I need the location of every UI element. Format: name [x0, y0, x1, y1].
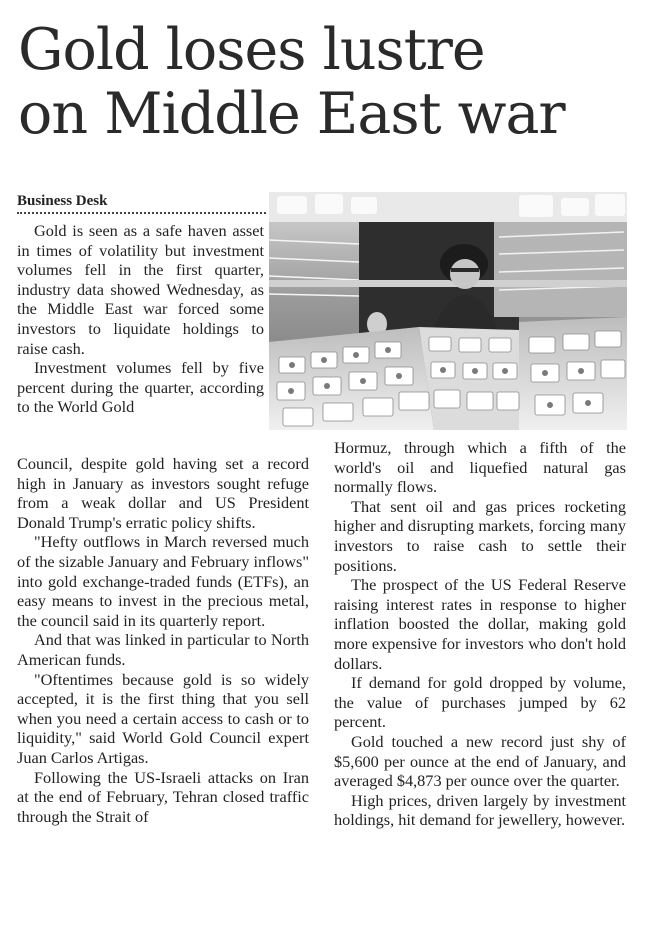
headline-line-1: Gold loses lustre [18, 17, 485, 83]
paragraph: Hormuz, through which a fifth of the world's oil and liquefied natural gas normally flows. [334, 438, 626, 497]
paragraph: If demand for gold dropped by volume, the value of purchases jumped by 62 percent. [334, 673, 626, 732]
paragraph: That sent oil and gas prices rocketing higher and disrupting markets, forcing many investors to raise cash to settle their positions. [334, 496, 626, 575]
paragraph: "Hefty outflows in March reversed much of the sizable January and February inflows" into gold exchange-traded funds (ETFs), an easy means to invest in the precious metal, the council said in its quarterly report. [17, 532, 309, 630]
news-photo [269, 192, 627, 430]
paragraph: Following the US-Israeli attacks on Iran at the end of February, Tehran closed traffic through the Strait of [17, 767, 309, 826]
article-column-1-bottom [17, 454, 309, 826]
paragraph: "Oftentimes because gold is so widely accepted, it is the first thing that you sell when you need a certain access to cash or to liquidity," said World Gold Council expert Juan Carlos Artigas. [17, 669, 309, 767]
article-column-1-top [17, 221, 264, 417]
byline: Business Desk [17, 193, 108, 209]
paragraph: Gold is seen as a safe haven asset in times of volatility but investment volumes fell in the first quarter, industry data showed Wednesday, as the Middle East war forced some investors to liquidate holdings to raise cash. [17, 221, 264, 358]
paragraph: The prospect of the US Federal Reserve raising interest rates in response to higher inflation boosted the dollar, making gold more expensive for investors who don't hold dollars. [334, 575, 626, 673]
paragraph: Gold touched a new record just shy of $5,600 per ounce at the end of January, and averaged $4,873 per ounce over the quarter. [334, 731, 626, 791]
photo-illustration [269, 192, 627, 430]
headline [18, 18, 658, 146]
paragraph: High prices, driven largely by investment holdings, hit demand for jewellery, however. [334, 790, 626, 830]
paragraph: And that was linked in particular to North American funds. [17, 630, 309, 669]
byline-divider [17, 212, 266, 214]
headline-line-2: on Middle East war [18, 81, 565, 147]
paragraph: Council, despite gold having set a record high in January as investors sought refuge from a weak dollar and US President Donald Trump's erratic policy shifts. [17, 454, 309, 532]
paragraph: Investment volumes fell by five percent during the quarter, according to the World Gold [17, 358, 264, 417]
article-column-2 [334, 438, 626, 830]
